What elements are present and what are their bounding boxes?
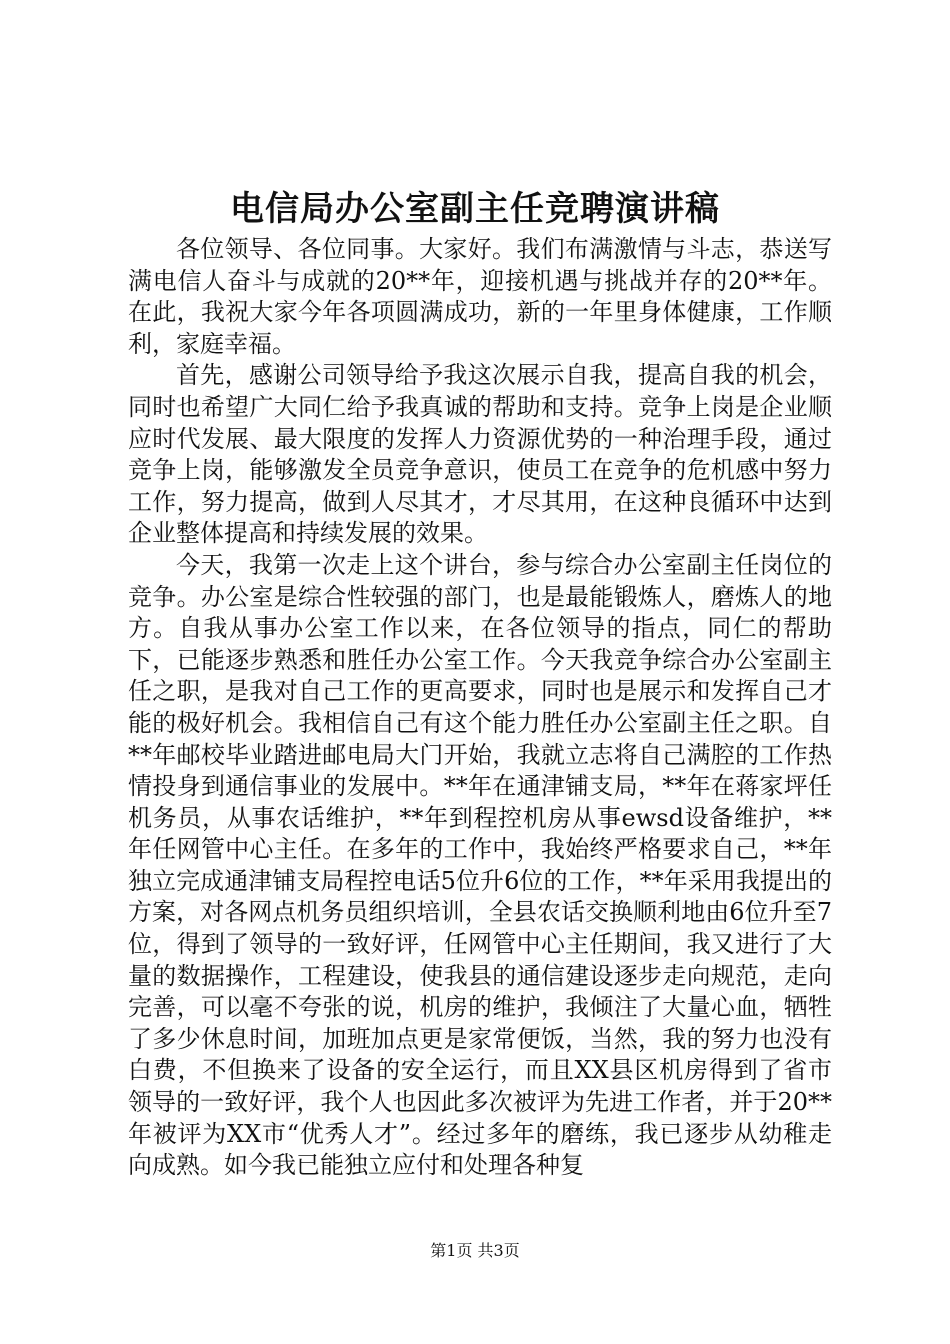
document-body: [128, 234, 832, 1182]
paragraph-experience: 今天，我第一次走上这个讲台，参与综合办公室副主任岗位的竞争。办公室是综合性较强的部门，也是最能锻炼人，磨炼人的地方。自我从事办公室工作以来，在各位领导的指点，同仁的帮助下，已能逐步熟悉和胜任办公室工作。今天我竞争综合办公室副主任之职，是我对自己工作的更高要求，同时也是展示和发挥自己才能的极好机会。我相信自己有这个能力胜任办公室副主任之职。自**年邮校毕业踏进邮电局大门开始，我就立志将自己满腔的工作热情投身到通信事业的发展中。**年在通津铺支局，**年在蒋家坪任机务员，从事农话维护，**年到程控机房从事ewsd设备维护，**年任网管中心主任。在多年的工作中，我始终严格要求自己，**年独立完成通津铺支局程控电话5位升6位的工作，**年采用我提出的方案，对各网点机务员组织培训，全县农话交换顺利地由6位升至7位，得到了领导的一致好评，任网管中心主任期间，我又进行了大量的数据操作，工程建设，使我县的通信建设逐步走向规范，走向完善，可以毫不夸张的说，机房的维护，我倾注了大量心血，牺牲了多少休息时间，加班加点更是家常便饭，当然，我的努力也没有白费，不但换来了设备的安全运行，而且XX县区机房得到了省市领导的一致好评，我个人也因此多次被评为先进工作者，并于20**年被评为XX市“优秀人才”。经过多年的磨练，我已逐步从幼稚走向成熟。如今我已能独立应付和处理各种复: [128, 550, 832, 1180]
document-title: 电信局办公室副主任竞聘演讲稿: [230, 189, 720, 229]
page-number-footer: 第1页 共3页: [430, 1241, 520, 1260]
paragraph-gratitude: 首先，感谢公司领导给予我这次展示自我，提高自我的机会，同时也希望广大同仁给予我真诚的帮助和支持。竞争上岗是企业顺应时代发展、最大限度的发挥人力资源优势的一种治理手段，通过竞争上岗，能够激发全员竞争意识，使员工在竞争的危机感中努力工作，努力提高，做到人尽其才，才尽其用，在这种良循环中达到企业整体提高和持续发展的效果。: [128, 361, 832, 548]
paragraph-greeting: 各位领导、各位同事。大家好。我们布满激情与斗志，恭送写满电信人奋斗与成就的20**年，迎接机遇与挑战并存的20**年。在此，我祝大家今年各项圆满成功，新的一年里身体健康，工作顺利，家庭幸福。: [128, 235, 832, 358]
